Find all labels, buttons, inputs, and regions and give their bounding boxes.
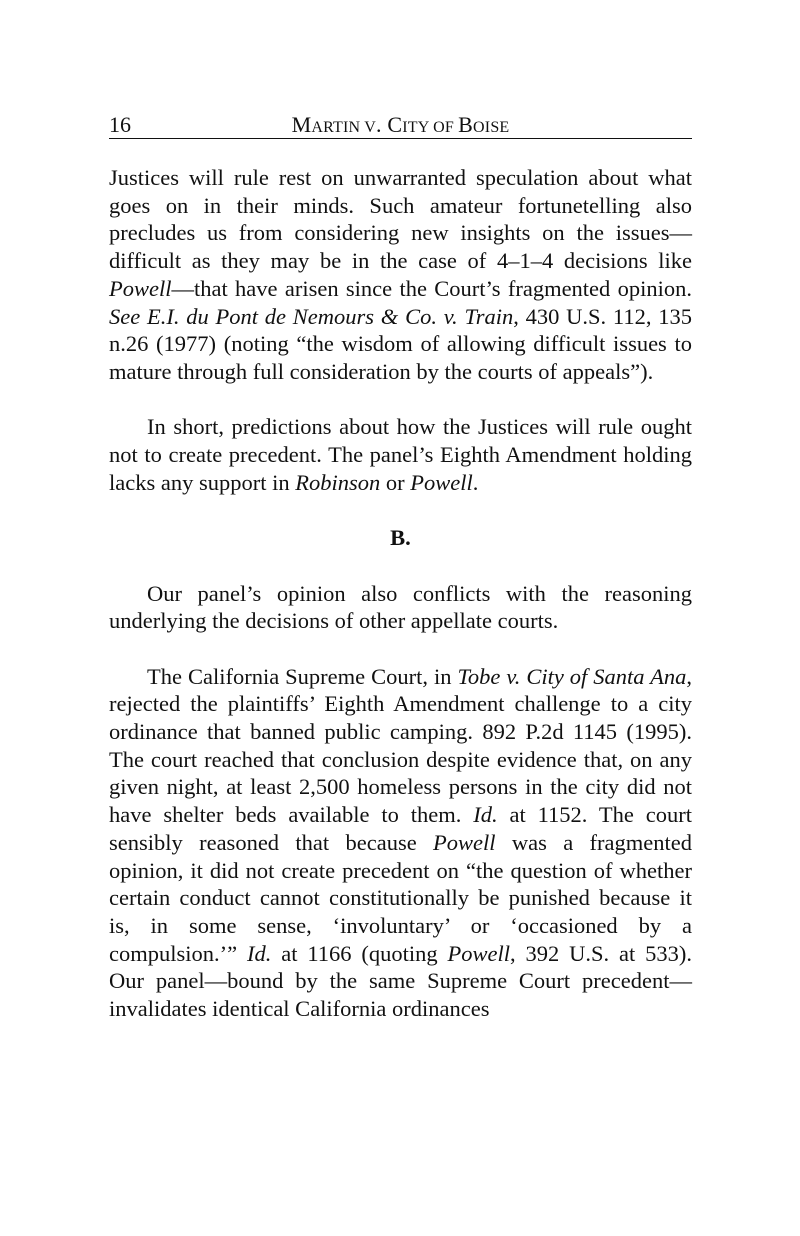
paragraph-4: The California Supreme Court, in Tobe v. City of Santa Ana, rejected the plaintiffs’ Eighth Amendment challenge to a city ordinance that banned public camping. 892 P.2d 1145 (1995). The court reached that conclusion despite evidence that, on any given night, at least 2,500 homeless persons in the city did not have shelter beds available to them. Id. at 1152. The court sensibly reasoned that because Powell was a fragmented opinion, it did not create precedent on “the question of whether certain conduct cannot constitutionally be punished because it is, in some sense, ‘involuntary’ or ‘occasioned by a compulsion.’” Id. at 1166 (quoting Powell, 392 U.S. at 533). Our panel—bound by the same Supreme Court precedent—invalidates identical California ordinances — [109, 663, 693, 1022]
paragraph-3: Our panel’s opinion also conflicts with the reasoning underlying the decisions of other appellate courts. — [109, 580, 692, 634]
section-heading: B. — [390, 525, 411, 551]
running-title: MARTIN V. CITY OF BOISE — [291, 112, 510, 137]
paragraph-2: In short, predictions about how the Justices will rule ought not to create precedent. The panel’s Eighth Amendment holding lacks any support in Robinson or Powell. — [109, 414, 692, 495]
body-text — [109, 164, 692, 1050]
paragraph-1: Justices will rule rest on unwarranted speculation about what goes on in their minds. Such amateur fortunetelling also precludes us from considering new insights on the issues—difficult as they may be in the case of 4–1–4 decisions like Powell—that have arisen since the Court’s fragmented opinion. See E.I. du Pont de Nemours & Co. v. Train, 430 U.S. 112, 135 n.26 (1977) (noting “the wisdom of allowing difficult issues to mature through full consideration by the courts of appeals”). — [109, 165, 692, 384]
page-header — [109, 112, 692, 139]
page-number: 16 — [109, 112, 131, 137]
